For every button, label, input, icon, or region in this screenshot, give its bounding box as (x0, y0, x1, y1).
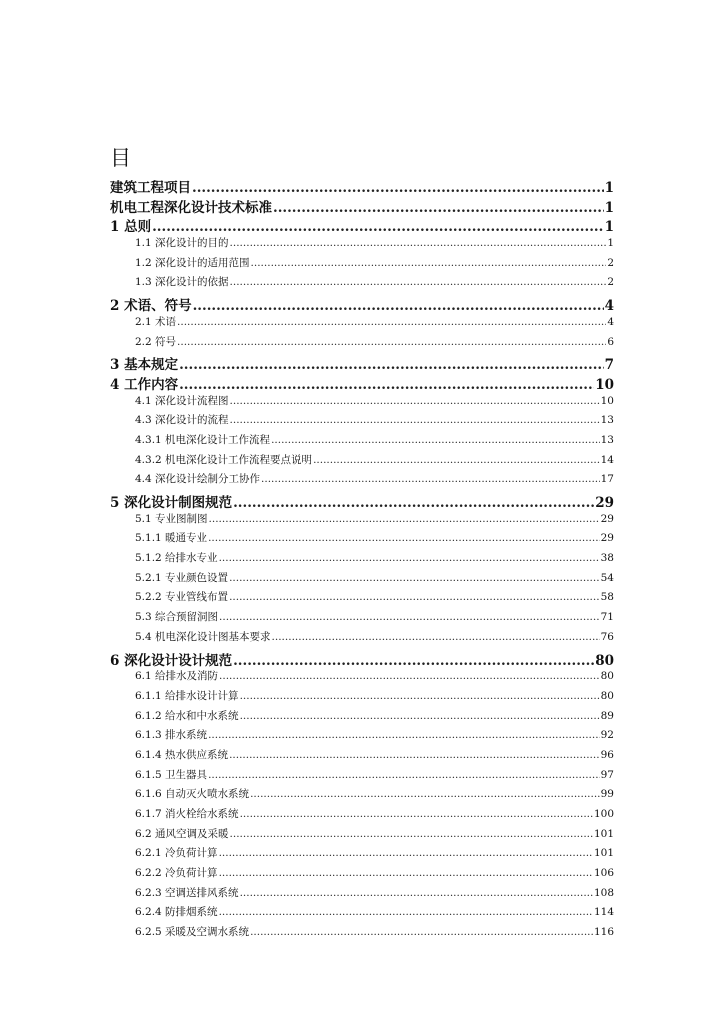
toc-entry[interactable] (110, 708, 614, 728)
toc-entry-page: 4 (607, 315, 614, 328)
toc-entry[interactable] (110, 255, 614, 275)
toc-entry-label: 机电工程深化设计技术标准 (110, 199, 272, 216)
toc-entry-label: 5.1.1 暖通专业 (135, 532, 208, 545)
toc-entry[interactable] (110, 412, 614, 432)
toc-dot-leader (219, 867, 593, 879)
toc-dot-leader (219, 670, 600, 682)
toc-entry-page: 1 (604, 199, 614, 216)
toc-entry[interactable] (110, 609, 614, 629)
toc-entry-label: 6.1.3 排水系统 (135, 729, 208, 742)
toc-entry-label: 6.1 给排水及消防 (135, 670, 219, 683)
toc-entry-label: 5 深化设计制图规范 (110, 495, 233, 511)
toc-entry-page: 4 (604, 298, 614, 314)
toc-entry-label: 2.2 符号 (135, 335, 177, 348)
toc-dot-leader (208, 729, 600, 741)
toc-dot-leader (179, 357, 604, 373)
toc-entry-label: 6.2.2 冷负荷计算 (135, 867, 218, 880)
toc-entry-page: 80 (600, 689, 614, 702)
toc-dot-leader (240, 690, 600, 702)
toc-dot-leader (219, 552, 600, 564)
toc-entry-page: 38 (600, 552, 614, 565)
toc-dot-leader (192, 180, 604, 196)
toc-entry-page: 106 (593, 867, 614, 880)
toc-dot-leader (250, 926, 593, 938)
toc-entry-label: 6 深化设计设计规范 (110, 652, 233, 669)
toc-entry-page: 13 (600, 414, 614, 427)
toc-entry-page: 92 (600, 729, 614, 742)
toc-entry-page: 13 (600, 433, 614, 446)
toc-dot-leader (230, 276, 607, 288)
toc-entry-page: 116 (593, 926, 614, 939)
toc-entry[interactable] (110, 845, 614, 865)
toc-entry[interactable] (110, 274, 614, 294)
toc-entry[interactable] (110, 511, 614, 531)
toc-entry-page: 100 (593, 808, 614, 820)
toc-entry[interactable] (110, 353, 614, 373)
toc-dot-leader (208, 532, 600, 544)
toc-entry[interactable] (110, 471, 614, 491)
toc-dot-leader (250, 788, 600, 800)
toc-entry-page: 99 (600, 788, 614, 801)
toc-entry-label: 4.1 深化设计流程图 (135, 394, 229, 407)
toc-entry-page: 29 (600, 512, 614, 525)
toc-entry-page: 29 (600, 532, 614, 545)
toc-entry-label: 6.1.7 消火栓给水系统 (135, 808, 239, 820)
toc-entry[interactable] (110, 491, 614, 511)
toc-dot-leader (219, 906, 593, 918)
toc-entry-label: 6.1.2 给水和中水系统 (135, 709, 239, 722)
toc-entry-page: 108 (593, 886, 614, 899)
toc-entry[interactable] (110, 314, 614, 334)
toc-entry-page: 17 (600, 473, 614, 486)
toc-dot-leader (240, 808, 593, 820)
toc-entry[interactable] (110, 786, 614, 806)
toc-dot-leader (230, 828, 593, 840)
toc-dot-leader (230, 414, 600, 426)
toc-entry[interactable] (110, 452, 614, 472)
toc-dot-leader (240, 887, 593, 899)
toc-dot-leader (229, 572, 600, 584)
toc-dot-leader (179, 377, 594, 393)
toc-entry[interactable] (110, 176, 614, 196)
toc-dot-leader (152, 219, 604, 235)
toc-entry[interactable] (110, 589, 614, 609)
toc-entry[interactable] (110, 924, 614, 944)
toc-entry-label: 4 工作内容 (110, 376, 179, 393)
toc-dot-leader (261, 473, 600, 485)
toc-entry-label: 2 术语、符号 (110, 298, 192, 314)
toc-entry[interactable] (110, 235, 614, 255)
toc-entry-page: 1 (604, 219, 614, 236)
toc-entry-label: 5.2.2 专业管线布置 (135, 591, 229, 604)
toc-entry-page: 1 (604, 180, 614, 196)
toc-entry-page: 14 (600, 453, 614, 466)
toc-entry-label: 4.4 深化设计绘制分工协作 (135, 473, 261, 486)
toc-entry[interactable] (110, 215, 614, 235)
toc-entry[interactable] (110, 826, 614, 846)
toc-dot-leader (240, 710, 600, 722)
toc-entry[interactable] (110, 865, 614, 885)
toc-entry-page: 80 (600, 670, 614, 683)
toc-entry[interactable] (110, 432, 614, 452)
toc-entry[interactable] (110, 373, 614, 393)
toc-entry[interactable] (110, 334, 614, 354)
toc-entry-label: 1.1 深化设计的目的 (135, 237, 229, 250)
toc-dot-leader (229, 591, 600, 603)
toc-dot-leader (177, 316, 606, 328)
toc-entry-label: 6.1.4 热水供应系统 (135, 748, 229, 761)
toc-entry-label: 1 总则 (110, 219, 152, 236)
toc-entry-label: 1.2 深化设计的适用范围 (135, 256, 250, 269)
toc-entry[interactable] (110, 668, 614, 688)
toc-entry-page: 10 (595, 376, 614, 393)
toc-entry[interactable] (110, 393, 614, 413)
toc-dot-leader (229, 749, 600, 761)
toc-entry[interactable] (110, 570, 614, 590)
toc-entry-label: 3 基本规定 (110, 357, 179, 373)
toc-dot-leader (208, 769, 600, 781)
toc-dot-leader (313, 454, 600, 466)
toc-dot-leader (233, 653, 594, 669)
toc-entry-page: 29 (595, 495, 614, 511)
toc-entry-page: 6 (607, 335, 614, 348)
toc-entry-page: 96 (600, 748, 614, 761)
toc-entry-page: 97 (600, 768, 614, 781)
toc-entry-label: 6.2.1 冷负荷计算 (135, 847, 218, 860)
toc-entry-label: 6.2 通风空调及采暖 (135, 827, 229, 840)
toc-entry-page: 114 (593, 906, 614, 919)
toc-dot-leader (219, 847, 593, 859)
toc-dot-leader (230, 395, 600, 407)
toc-dot-leader (230, 237, 607, 249)
toc-entry-label: 2.1 术语 (135, 315, 177, 328)
toc-entry[interactable] (110, 727, 614, 747)
toc-dot-leader (271, 434, 600, 446)
toc-entry[interactable] (110, 550, 614, 570)
toc-entry-page: 7 (604, 357, 614, 373)
toc-entry-label: 5.4 机电深化设计图基本要求 (135, 630, 271, 643)
toc-dot-leader (251, 257, 607, 269)
toc-dot-leader (219, 611, 600, 623)
toc-list (110, 176, 614, 944)
toc-entry-label: 6.2.3 空调送排风系统 (135, 886, 239, 899)
toc-entry-page: 10 (600, 394, 614, 407)
toc-entry-page: 2 (607, 276, 614, 289)
page-title: 目 (110, 146, 131, 170)
toc-entry[interactable] (110, 747, 614, 767)
toc-entry[interactable] (110, 767, 614, 787)
toc-dot-leader (233, 495, 594, 511)
toc-entry-label: 5.1 专业图制图 (135, 512, 208, 525)
toc-entry-label: 6.2.4 防排烟系统 (135, 906, 218, 919)
toc-entry[interactable] (110, 885, 614, 905)
toc-entry-page: 2 (607, 256, 614, 269)
toc-entry-label: 5.2.1 专业颜色设置 (135, 571, 229, 584)
toc-entry[interactable] (110, 806, 614, 826)
toc-entry-page: 71 (600, 611, 614, 624)
toc-entry[interactable] (110, 649, 614, 669)
toc-dot-leader (177, 336, 606, 348)
toc-entry-label: 5.1.2 给排水专业 (135, 552, 218, 565)
toc-entry-label: 6.1.5 卫生器具 (135, 768, 208, 781)
toc-dot-leader (193, 298, 604, 314)
toc-entry-label: 5.3 综合预留洞图 (135, 611, 219, 624)
toc-entry-page: 58 (600, 591, 614, 604)
toc-entry-label: 1.3 深化设计的依据 (135, 276, 229, 289)
toc-entry-label: 6.2.5 采暖及空调水系统 (135, 926, 250, 939)
toc-dot-leader (209, 513, 600, 525)
toc-entry[interactable] (110, 196, 614, 216)
toc-dot-leader (272, 631, 600, 643)
toc-entry-label: 4.3.1 机电深化设计工作流程 (135, 433, 271, 446)
toc-entry-label: 6.1.6 自动灭火喷水系统 (135, 788, 250, 801)
toc-entry[interactable] (110, 530, 614, 550)
toc-entry-page: 1 (607, 237, 614, 250)
toc-entry-page: 89 (600, 709, 614, 722)
toc-entry-label: 6.1.1 给排水设计计算 (135, 689, 239, 702)
toc-entry[interactable] (110, 904, 614, 924)
toc-entry-label: 4.3.2 机电深化设计工作流程要点说明 (135, 453, 313, 466)
toc-dot-leader (273, 200, 604, 216)
toc-entry[interactable] (110, 629, 614, 649)
toc-entry-page: 54 (600, 571, 614, 584)
toc-entry-label: 建筑工程项目 (110, 180, 191, 196)
toc-entry[interactable] (110, 688, 614, 708)
toc-entry-page: 76 (600, 630, 614, 643)
toc-entry-label: 4.3 深化设计的流程 (135, 414, 229, 427)
toc-entry-page: 101 (593, 847, 614, 860)
toc-entry[interactable] (110, 294, 614, 314)
toc-entry-page: 80 (595, 652, 614, 669)
toc-entry-page: 101 (593, 827, 614, 840)
